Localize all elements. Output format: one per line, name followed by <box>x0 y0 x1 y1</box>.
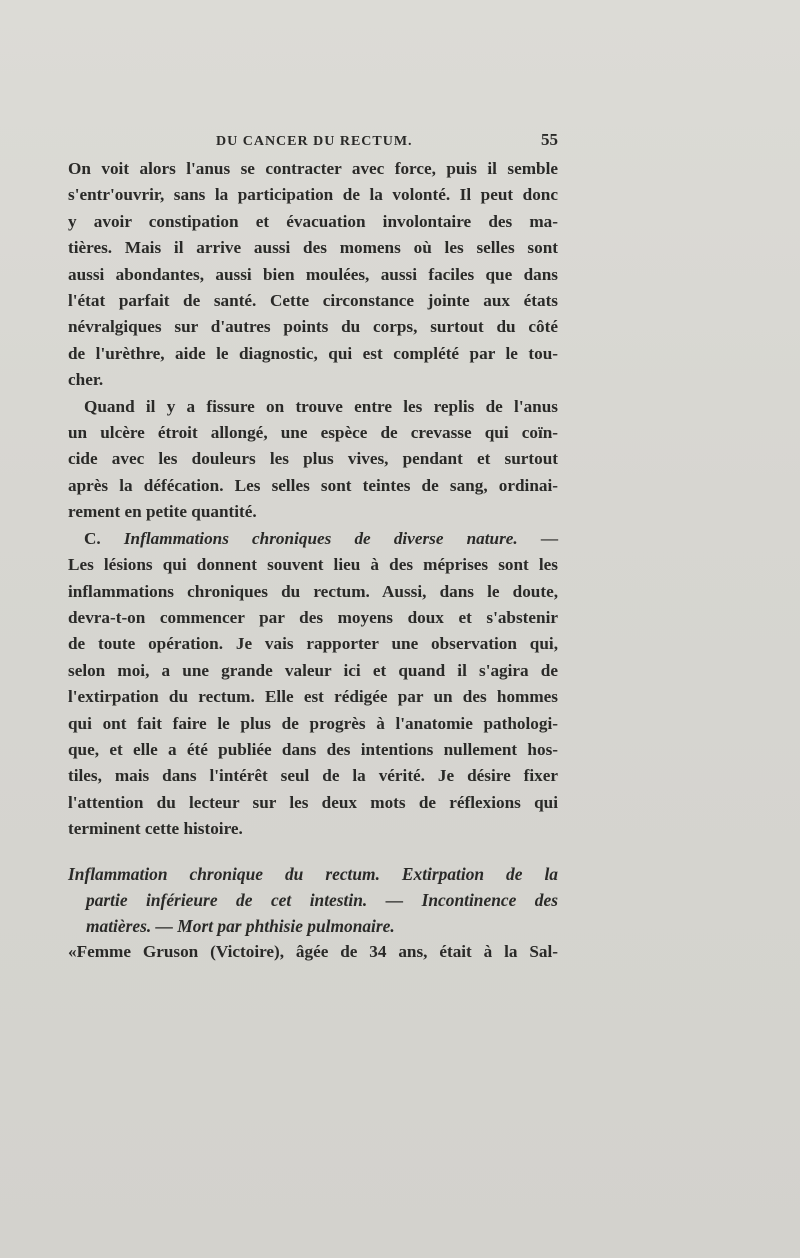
text-line: Les lésions qui donnent souvent lieu à des méprises sont les <box>68 555 558 575</box>
text-line: rement en petite quantité. <box>68 502 257 522</box>
text-line: devra-t-on commencer par des moyens doux et s'abstenir <box>68 607 558 627</box>
text-line: s'entr'ouvrir, sans la participation de la volonté. Il peut donc <box>68 185 558 205</box>
page-number: 55 <box>541 130 558 149</box>
text-line: de toute opération. Je vais rapporter une observation qui, <box>68 634 558 654</box>
text-line: après la défécation. Les selles sont teintes de sang, ordinai- <box>68 475 558 495</box>
text-line: qui ont fait faire le plus de progrès à l'anatomie pathologi- <box>68 713 558 733</box>
text-line: inflammations chroniques du rectum. Aussi, dans le doute, <box>68 581 558 601</box>
text-line: de l'urèthre, aide le diagnostic, qui est complété par le tou- <box>68 343 558 363</box>
text-line: aussi abondantes, aussi bien moulées, aussi faciles que dans <box>68 264 558 284</box>
text-line: l'attention du lecteur sur les deux mots de réflexions qui <box>68 792 558 812</box>
section-heading: Inflammations chroniques de diverse nature. <box>123 528 518 548</box>
section-heading-line <box>68 526 558 552</box>
text-line: selon moi, a une grande valeur ici et quand il s'agira de <box>68 660 558 680</box>
paragraph-2 <box>68 394 558 526</box>
text-line: que, et elle a été publiée dans des intentions nullement hos- <box>68 739 558 759</box>
observation-start <box>68 939 558 965</box>
text-line: y avoir constipation et évacuation involontaire des ma- <box>68 211 558 231</box>
body-text <box>68 156 558 965</box>
text-block <box>68 130 558 965</box>
text-line: tiles, mais dans l'intérêt seul de la vérité. Je désire fixer <box>68 766 558 786</box>
text-line: un ulcère étroit allongé, une espèce de crevasse qui coïn- <box>68 423 558 443</box>
paragraph-3 <box>68 526 558 843</box>
text-line: cide avec les douleurs les plus vives, pendant et surtout <box>68 449 558 469</box>
section-dash: — <box>540 528 559 548</box>
case-title <box>68 861 558 939</box>
text-line: cher. <box>68 370 104 390</box>
paragraph-1 <box>68 156 558 394</box>
text-line: terminent cette histoire. <box>68 819 243 839</box>
case-title-line: partie inférieure de cet intestin. — Incontinence des <box>86 889 558 910</box>
case-title-line: matières. — Mort par phthisie pulmonaire. <box>86 915 395 936</box>
running-head <box>68 130 558 156</box>
text-line: Quand il y a fissure on trouve entre les replis de l'anus <box>84 396 558 416</box>
text-line: «Femme Gruson (Victoire), âgée de 34 ans, était à la Sal- <box>68 941 558 961</box>
text-line: névralgiques sur d'autres points du corps, surtout du côté <box>68 317 558 337</box>
text-line: tières. Mais il arrive aussi des momens où les selles sont <box>68 238 558 258</box>
case-title-line: Inflammation chronique du rectum. Extirpation de la <box>68 863 558 884</box>
running-title: DU CANCER DU RECTUM. <box>216 134 413 149</box>
text-line: On voit alors l'anus se contracter avec force, puis il semble <box>68 159 558 178</box>
text-line: l'extirpation du rectum. Elle est rédigée par un des hommes <box>68 687 558 707</box>
text-line: l'état parfait de santé. Cette circonstance jointe aux états <box>68 291 558 311</box>
section-letter: C. <box>84 528 101 548</box>
